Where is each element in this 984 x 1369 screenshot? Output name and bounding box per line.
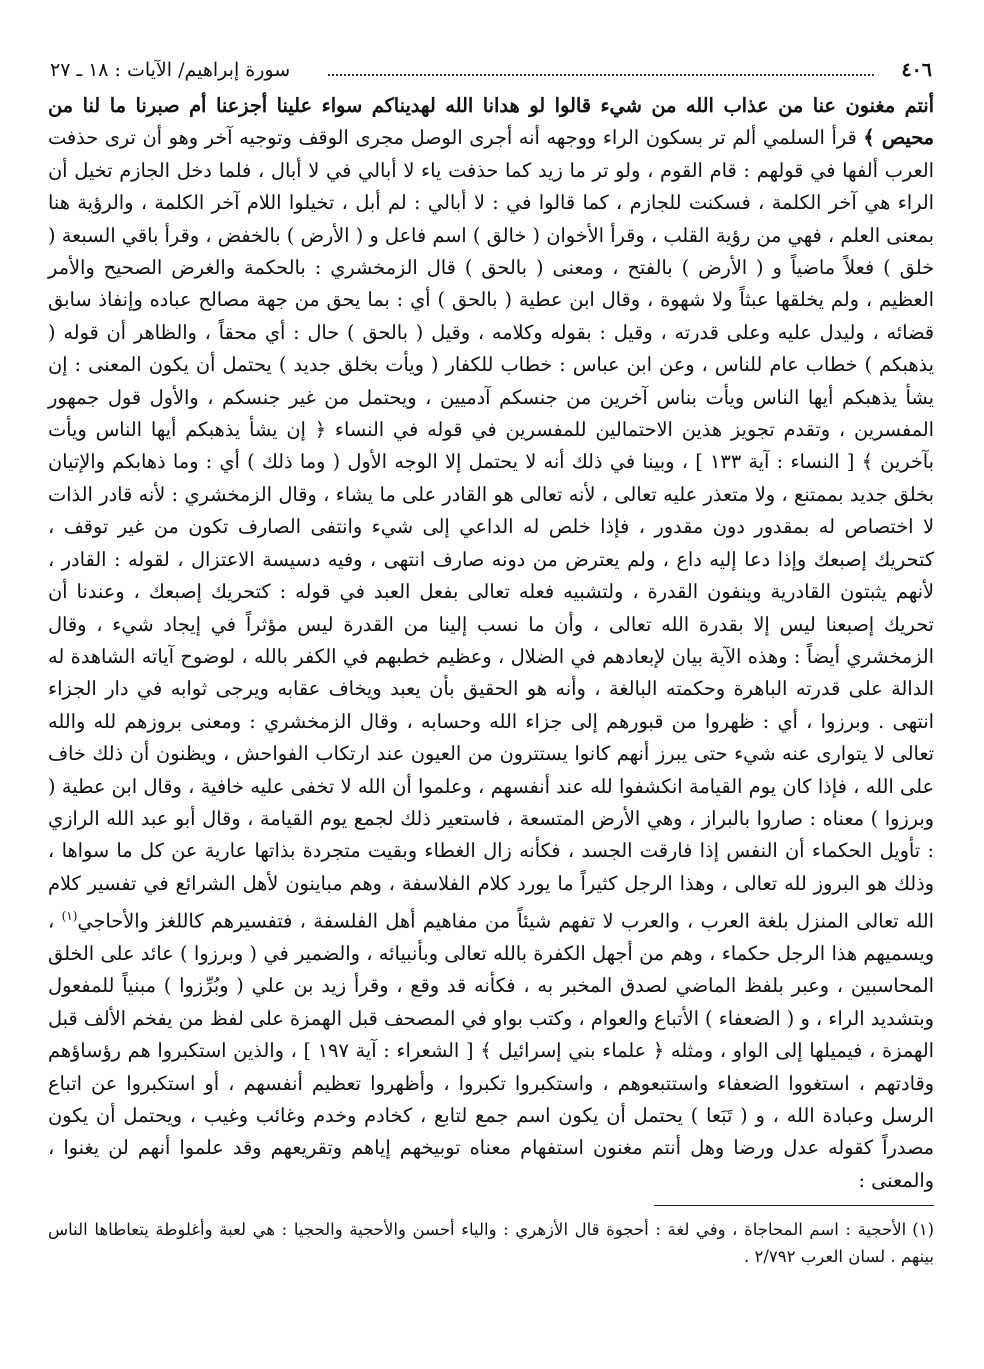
running-title: سورة إبراهيم/ الآيات : ١٨ ـ ٢٧ [50, 59, 291, 81]
page-header [48, 52, 934, 88]
commentary-part-1: قرأ السلمي ألم تر بسكون الراء ووجهه أنه أجرى الوصل مجرى الوقف وتوجيه آخر وهو أن ترى حذفت العرب ألفها في قولهم : قام القوم ، ولو تر ما زيد كما حذفت ياء لا أبالي في لا أبال ، فلما دخل الجازم تخيل أن الراء هي آخر الكلمة ، فسكنت للجازم ، كما قالوا في : لا أبالي : لم أبل ، تخيلوا اللام آخر الكلمة ، والرؤية هنا بمعنى العلم ، فهي من رؤية القلب ، وقرأ الأخوان ( خالق ) اسم فاعل و ( الأرض ) بالخفض ، وقرأ باقي السبعة ( خلق ) فعلاً ماضياً و ( الأرض ) بالفتح ، ومعنى ( بالحق ) قال الزمخشري : بالحكمة والغرض الصحيح والأمر العظيم ، ولم يخلقها عبثاً ولا شهوة ، وقال ابن عطية ( بالحق ) أي : بما يحق من جهة مصالح عباده وإنفاذ سابق قضائه ، وليدل عليه وعلى قدرته ، وقيل : بقوله وكلامه ، وقيل ( بالحق ) حال : أي محقاً ، والظاهر أن قوله ( يذهبكم ) خطاب عام للناس ، وعن ابن عباس : خطاب للكفار ( ويأت بخلق جديد ) يحتمل أن يكون المعنى : إن يشأ يذهبكم أيها الناس ويأت بناس آخرين من جنسكم آدميين ، ويحتمل من غير جنسكم ، والأول قول جمهور المفسرين ، وتقدم تجويز هذين الاحتمالين للمفسرين في قوله في النساء ﴿ إن يشأ يذهبكم أيها الناس ويأت بآخرين ﴾ [ النساء : آية ١٣٣ ] ، وبينا في ذلك أنه لا يحتمل إلا الوجه الأول ( وما ذلك ) أي : وما ذهابكم والإتيان بخلق جديد بممتنع ، ولا متعذر عليه تعالى ، لأنه تعالى هو القادر على ما يشاء ، وقال الزمخشري : لأنه قادر الذات لا اختصاص له بمقدور دون مقدور ، فإذا خلص له الداعي إلى شيء وانتفى الصارف تكون من غير توقف ، كتحريك إصبعك وإذا دعا إليه داع ، ولم يعترض من دونه صارف انتهى ، وفيه دسيسة الاعتزال ، لقوله : القادر ، لأنهم يثبتون القادرية وينفون القدرة ، ولتشبيه فعله تعالى بفعل العبد في قوله : كتحريك إصبعك ، وعندنا أن تحريك إصبعنا ليس إلا بقدرة الله تعالى ، وأن ما نسب إلينا من القدرة ليس مؤثراً في إيجاد شيء ، وقال الزمخشري أيضاً : وهذه الآية بيان لإبعادهم في الضلال ، وعظيم خطبهم في الكفر بالله ، لوضوح آياته الشاهدة له الدالة على قدرته الباهرة وحكمته البالغة ، وأنه هو الحقيق بأن يعبد ويخاف عقابه ويرجى ثوابه في دار الجزاء انتهى . وبرزوا ، أي : ظهروا من قبورهم إلى جزاء الله وحسابه ، وقال الزمخشري : ومعنى بروزهم لله والله تعالى لا يتوارى عنه شيء حتى يبرز أنهم كانوا يستترون من العيون عند ارتكاب الفواحش ، ويظنون أن ذلك خاف على الله ، فإذا كان يوم القيامة انكشفوا لله عند أنفسهم ، وعلموا أن الله لا تخفى عليه خافية ، وقال ابن عطية ( وبرزوا ) معناه : صاروا بالبراز ، وهي الأرض المتسعة ، فاستعير ذلك لجمع يوم القيامة ، وقال أبو عبد الله الرازي : تأويل الحكماء أن النفس إذا فارقت الجسد ، فكأنه زال الغطاء وبقيت متجردة بذاتها عارية عن كل ما سواها ، وذلك هو البروز لله تعالى ، وهذا الرجل كثيراً ما يورد كلام الفلاسفة ، وهم مباينون لأهل الشرائع في تفسير كلام الله تعالى المنزل بلغة العرب ، والعرب لا تفهم شيئاً من مفاهيم أهل الفلسفة ، فتفسيرهم كاللغز والأحاجي [48, 126, 935, 933]
verse-opening: أنتم مغنون عنا من عذاب الله من شيء قالوا لو هدانا الله لهديناكم سواء علينا أجزعنا أم صبرنا ما لنا من محيص ﴾ [48, 94, 934, 150]
footnote-marker: (١) [912, 1220, 934, 1240]
footnote-reference[interactable]: (١) [61, 909, 78, 924]
header-dotted-leader [328, 74, 874, 76]
footnote-text: الأحجية : اسم المحاجاة ، وفي لغة : أحجوة قال الأزهري : والياء أحسن والأحجية والحجيا : هي لعبة وأغلوطة يتعاطاها الناس بينهم . لسان العرب ٢/٧٩٢ . [48, 1220, 934, 1267]
commentary-part-2: ، ويسميهم هذا الرجل حكماء ، وهم من أجهل الكفرة بالله تعالى وبأنبيائه ، والضمير في ( وبرزوا ) عائد على الخلق المحاسبين ، وعبر بلفظ الماضي لصدق المخبر به ، فكأنه قد وقع ، وقرأ زيد بن علي ( وبُرِّزوا ) مبنياً للمفعول وبتشديد الراء ، و ( الضعفاء ) الأتباع والعوام ، وكتب بواو في المصحف قبل الهمزة على لفظ من يفخم الألف قبل الهمزة ، فيميلها إلى الواو ، ومثله ﴿ علماء بني إسرائيل ﴾ [ الشعراء : آية ١٩٧ ] ، والذين استكبروا هم رؤساؤهم وقادتهم ، استغووا الضعفاء واستتبعوهم ، واستكبروا تكبروا ، وأظهروا تعظيم أنفسهم ، أو استكبروا عن اتباع الرسل وعبادة الله ، و ( تَبَعا ) يحتمل أن يكون اسم جمع لتابع ، كخادم وخدم وغائب وغيب ، ويحتمل أن يكون مصدراً كقوله عدل ورضا وهل أنتم مغنون استفهام معناه توبيخهم إياهم وتقريعهم وقد علموا أنهم لن يغنوا ، والمعنى : [48, 909, 935, 1192]
main-text [48, 90, 934, 1197]
footnote [48, 1216, 934, 1270]
footnote-separator [654, 1205, 934, 1206]
page-number: ٤٠٦ [901, 59, 932, 81]
